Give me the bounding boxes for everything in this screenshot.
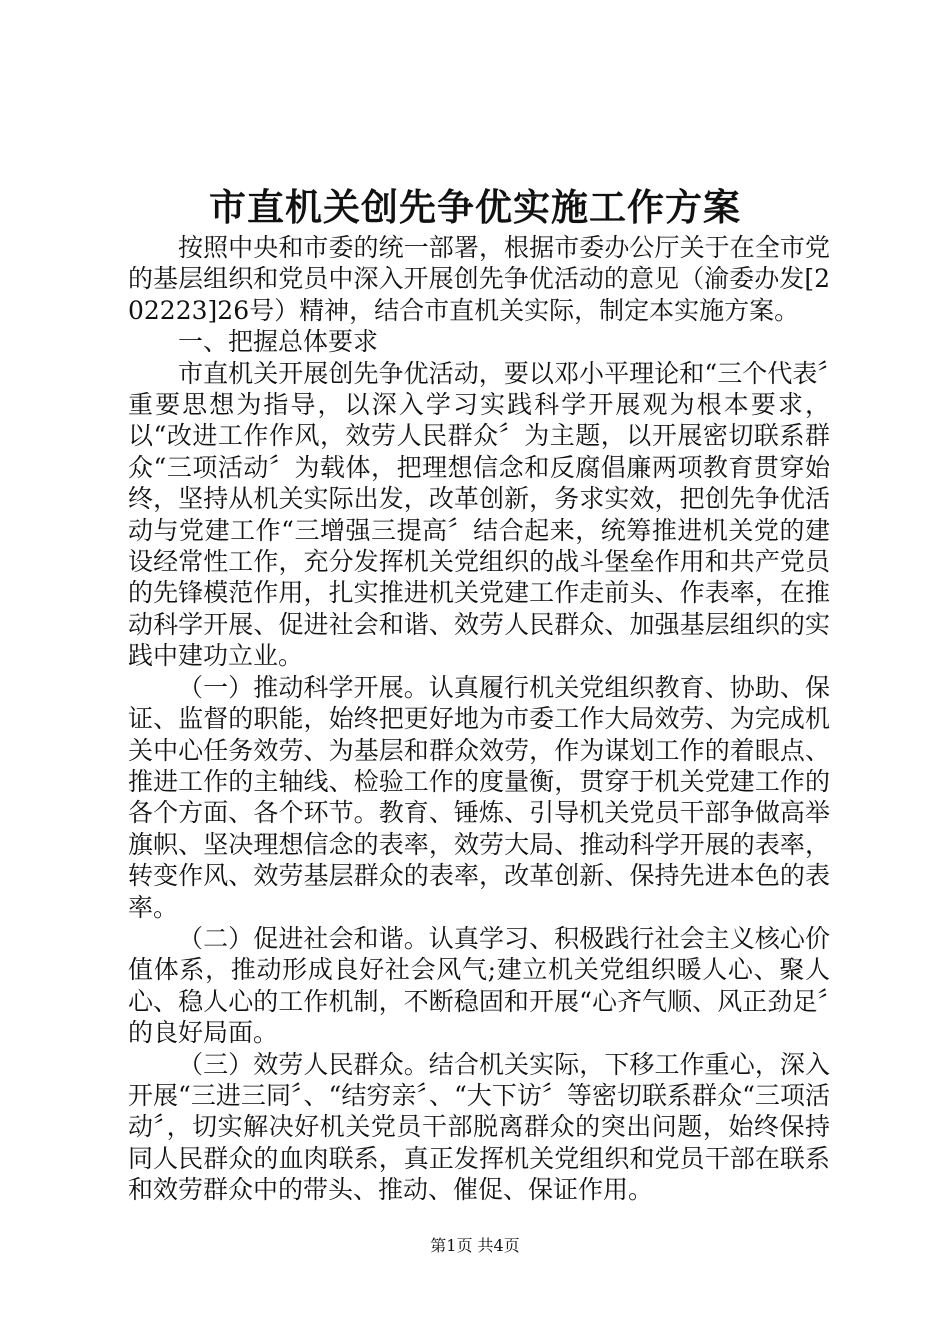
body-paragraph: 市直机关开展创先争优活动，要以邓小平理论和“三个代表〞重要思想为指导，以深入学习实践科学开展观为根本要求，以“改进工作作风，效劳人民群众〞为主题，以开展密切联系群众“三项活动〞为载体，把理想信念和反腐倡廉两项教育贯穿始终，坚持从机关实际出发，改革创新，务求实效，把创先争优活动与党建工作“三增强三提高〞结合起来，统筹推进机关党的建设经常性工作，充分发挥机关党组织的战斗堡垒作用和共产党员的先锋模范作用，扎实推进机关党建工作走前头、作表率，在推动科学开展、促进社会和谐、效劳人民群众、加强基层组织的实践中建功立业。 <box>128 358 830 671</box>
body-paragraph: （一）推动科学开展。认真履行机关党组织教育、协助、保证、监督的职能，始终把更好地为市委工作大局效劳、为完成机关中心任务效劳、为基层和群众效劳，作为谋划工作的着眼点、推进工作的主轴线、检验工作的度量衡，贯穿于机关党建工作的各个方面、各个环节。教育、锤炼、引导机关党员干部争做高举旗帜、坚决理想信念的表率，效劳大局、推动科学开展的表率，转变作风、效劳基层群众的表率，改革创新、保持先进本色的表率。 <box>128 672 830 922</box>
body-paragraph: （二）促进社会和谐。认真学习、积极践行社会主义核心价值体系，推动形成良好社会风气;建立机关党组织暖人心、聚人心、稳人心的工作机制，不断稳固和开展“心齐气顺、风正劲足〞的良好局面。 <box>128 923 830 1048</box>
body-paragraph: （三）效劳人民群众。结合机关实际，下移工作重心，深入开展“三进三同〞、“结穷亲〞、“大下访〞等密切联系群众“三项活动〞，切实解决好机关党员干部脱离群众的突出问题，始终保持同人民群众的血肉联系，真正发挥机关党组织和党员干部在联系和效劳群众中的带头、推动、催促、保证作用。 <box>128 1049 830 1205</box>
intro-paragraph: 按照中央和市委的统一部署，根据市委办公厅关于在全市党的基层组织和党员中深入开展创先争优活动的意见（渝委办发[202223]26号）精神，结合市直机关实际，制定本实施方案。 <box>128 233 830 325</box>
document-title: 市直机关创先争优实施工作方案 <box>209 186 741 229</box>
section-heading: 一、把握总体要求 <box>178 327 379 357</box>
document-body <box>128 232 830 1206</box>
page-footer: 第1页 共4页 <box>430 1236 520 1255</box>
